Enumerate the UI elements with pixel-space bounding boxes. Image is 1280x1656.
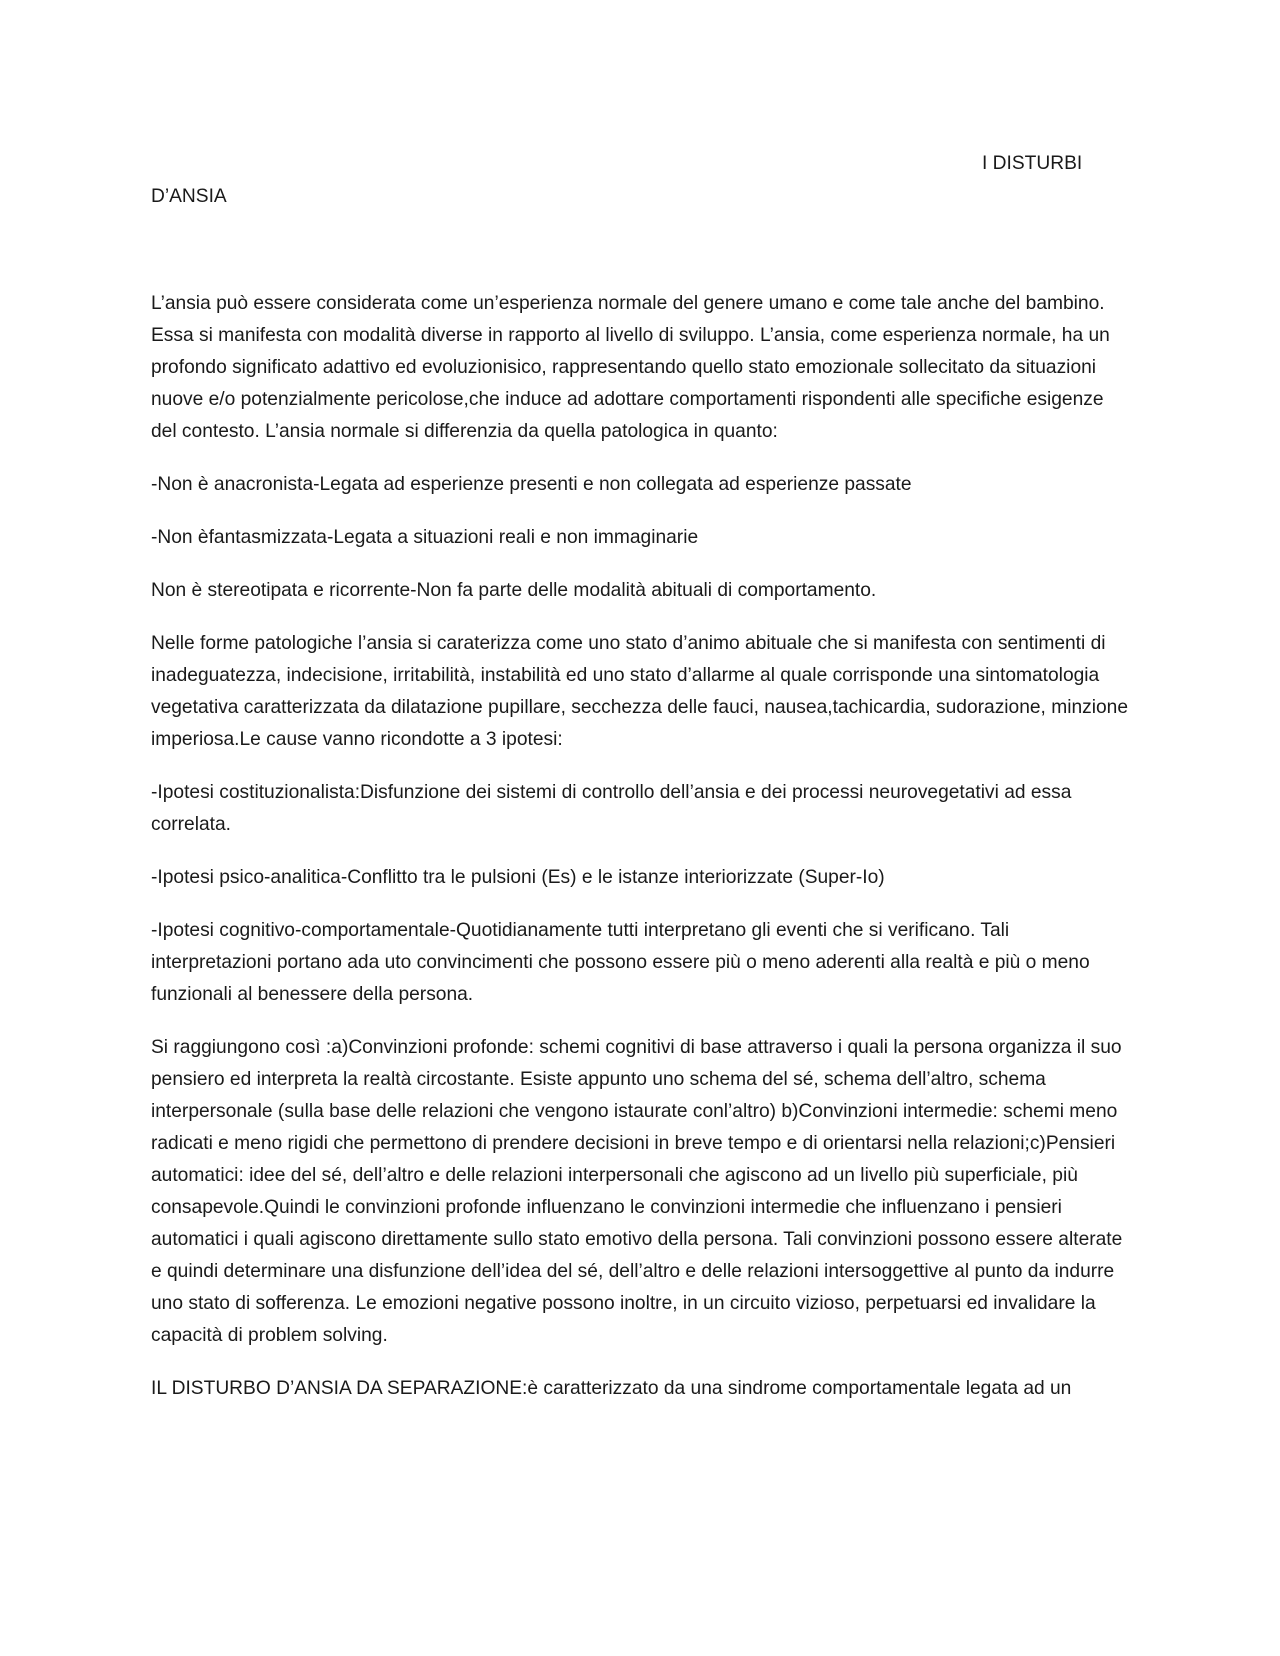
paragraph-stereotipata: Non è stereotipata e ricorrente-Non fa parte delle modalità abituali di comportamento. <box>151 580 877 601</box>
paragraph-forme-patologiche: Nelle forme patologiche l’ansia si caraterizza come uno stato d’animo abituale che si manifesta con sentimenti di inadeguatezza, indecisione, irritabilità, instabilità ed uno stato d’allarme al quale corrisponde una sintomatologia vegetativa caratterizzata da dilatazione pupillare, secchezza delle fauci, nausea,tachicardia, sudorazione, minzione imperiosa.Le cause vanno ricondotte a 3 ipotesi: <box>151 633 1129 750</box>
paragraph-ipotesi-cognitivo: -Ipotesi cognitivo-comportamentale-Quotidianamente tutti interpretano gli eventi che si verificano. Tali interpretazioni portano ada uto convincimenti che possono essere più o meno aderenti alla realtà e più o meno funzionali al benessere della persona. <box>151 920 1090 1005</box>
paragraph-anacronista: -Non è anacronista-Legata ad esperienze presenti e non collegata ad esperienze passate <box>151 474 912 495</box>
paragraph-disturbo-separazione: IL DISTURBO D’ANSIA DA SEPARAZIONE:è caratterizzato da una sindrome comportamentale legata ad un <box>151 1378 1072 1399</box>
paragraph-ipotesi-psicoanalitica: -Ipotesi psico-analitica-Conflitto tra le pulsioni (Es) e le istanze interiorizzate (Super-Io) <box>151 867 885 888</box>
paragraph-ipotesi-costituzionalista: -Ipotesi costituzionalista:Disfunzione dei sistemi di controllo dell’ansia e dei processi neurovegetativi ad essa correlata. <box>151 782 1072 835</box>
paragraph-convinzioni: Si raggiungono così :a)Convinzioni profonde: schemi cognitivi di base attraverso i quali la persona organizza il suo pensiero ed interpreta la realtà circostante. Esiste appunto uno schema del sé, schema dell’altro, schema interpersonale (sulla base delle relazioni che vengono istaurate conl’altro) b)Convinzioni intermedie: schemi meno radicati e meno rigidi che permettono di prendere decisioni in breve tempo e di orientarsi nella relazioni;c)Pensieri automatici: idee del sé, dell’altro e delle relazioni interpersonali che agiscono ad un livello più superficiale, più consapevole.Quindi le convinzioni profonde influenzano le convinzioni intermedie che influenzano i pensieri automatici i quali agiscono direttamente sullo stato emotivo della persona. Tali convinzioni possono essere alterate e quindi determinare una disfunzione dell’idea del sé, dell’altro e delle relazioni intersoggettive al punto da indurre uno stato di sofferenza. Le emozioni negative possono inoltre, in un circuito vizioso, perpetuarsi ed invalidare la capacità di problem solving. <box>151 1037 1123 1346</box>
document-title-line-1: I DISTURBI <box>982 153 1083 174</box>
paragraph-intro: L’ansia può essere considerata come un’esperienza normale del genere umano e come tale anche del bambino. Essa si manifesta con modalità diverse in rapporto al livello di sviluppo. L’ansia, come esperienza normale, ha un profondo significato adattivo ed evoluzionisico, rappresentando quello stato emozionale sollecitato da situazioni nuove e/o potenzialmente pericolose,che induce ad adottare comportamenti rispondenti alle specifiche esigenze del contesto. L’ansia normale si differenzia da quella patologica in quanto: <box>151 293 1110 442</box>
document-title-line-2: D’ANSIA <box>151 186 227 207</box>
paragraph-fantasmizzata: -Non èfantasmizzata-Legata a situazioni reali e non immaginarie <box>151 527 699 548</box>
document-body <box>151 288 1133 1426</box>
